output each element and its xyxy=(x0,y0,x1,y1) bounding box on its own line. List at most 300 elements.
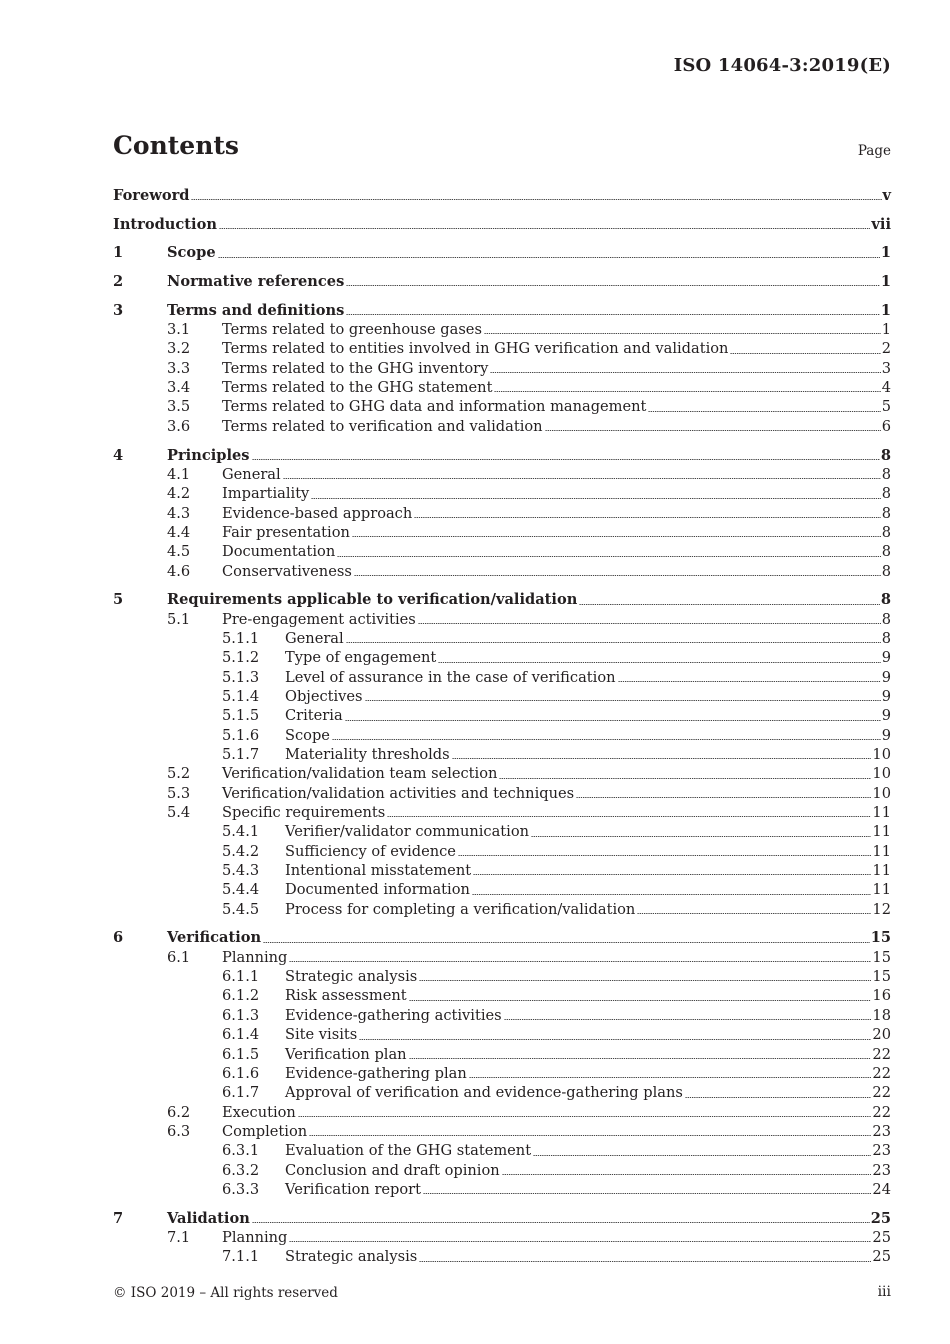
footer-page-number: iii xyxy=(877,1284,891,1300)
toc-entry-page[interactable]: 23 xyxy=(872,1122,891,1140)
toc-entry-title[interactable]: Scope xyxy=(167,244,216,262)
toc-entry-number: 4.6 xyxy=(167,562,191,580)
toc-entry-page[interactable]: 23 xyxy=(872,1161,891,1179)
toc-entry-line xyxy=(285,1247,891,1266)
toc-entry-number: 6.1.4 xyxy=(222,1026,260,1044)
toc-entry-page[interactable]: 25 xyxy=(870,1209,891,1227)
toc-entry-number: 3.3 xyxy=(167,359,191,377)
toc-entry-line xyxy=(222,320,891,339)
toc-entry-page[interactable]: 16 xyxy=(872,987,891,1005)
toc-entry-line xyxy=(222,610,891,629)
toc-entry-number: 4.5 xyxy=(167,543,191,561)
dot-leader xyxy=(579,604,880,605)
toc-entry-line xyxy=(222,465,891,484)
toc-entry-page[interactable]: 24 xyxy=(872,1180,891,1198)
toc-entry-page[interactable]: 25 xyxy=(872,1248,891,1266)
toc-entry-line xyxy=(222,397,891,416)
toc-entry-title[interactable]: Documented information xyxy=(285,881,470,899)
toc-entry-page[interactable]: 9 xyxy=(881,726,891,744)
toc-entry-title[interactable]: Planning xyxy=(222,948,288,966)
toc-entry-line xyxy=(222,339,891,358)
toc-entry-page[interactable]: 15 xyxy=(872,948,891,966)
toc-entry-number: 6.1 xyxy=(167,948,191,966)
toc-entry[interactable] xyxy=(113,465,891,484)
toc-entry-number: 3 xyxy=(113,301,124,319)
toc-entry[interactable] xyxy=(113,215,891,234)
dot-leader xyxy=(418,623,881,624)
toc-entry[interactable] xyxy=(113,706,891,725)
toc-entry-page[interactable]: 15 xyxy=(870,929,891,947)
toc-entry-number: 6 xyxy=(113,929,124,947)
toc-entry-page[interactable]: 23 xyxy=(872,1142,891,1160)
toc-entry-title[interactable]: Verification/validation team selection xyxy=(222,765,498,783)
dot-leader xyxy=(438,662,880,663)
toc-entry[interactable] xyxy=(113,417,891,436)
toc-entry[interactable] xyxy=(113,562,891,581)
toc-entry-number: 7.1 xyxy=(167,1228,191,1246)
toc-entry-title[interactable]: Introduction xyxy=(113,215,217,233)
toc-entry-title[interactable]: Documentation xyxy=(222,543,336,561)
toc-entry[interactable] xyxy=(113,1025,891,1044)
document-id: ISO 14064-3:2019(E) xyxy=(673,55,891,76)
toc-entry-line xyxy=(222,1122,891,1141)
toc-entry-line xyxy=(285,1045,891,1064)
toc-entry[interactable] xyxy=(113,803,891,822)
toc-entry-title[interactable]: Requirements applicable to verification/validation xyxy=(167,591,578,609)
toc-entry-title[interactable]: Site visits xyxy=(285,1026,358,1044)
dot-leader xyxy=(409,1000,872,1001)
toc-entry-page[interactable]: 1 xyxy=(880,273,891,291)
toc-entry-number: 5.4.5 xyxy=(222,900,260,918)
table-of-contents xyxy=(113,186,891,1267)
dot-leader xyxy=(504,1019,872,1020)
toc-entry-number: 6.3.3 xyxy=(222,1180,260,1198)
dot-leader xyxy=(473,874,871,875)
toc-entry[interactable] xyxy=(113,523,891,542)
toc-entry-page[interactable]: 8 xyxy=(881,523,891,541)
toc-entry-line xyxy=(285,861,891,880)
toc-entry-number: 4.2 xyxy=(167,485,191,503)
toc-entry-line xyxy=(222,542,891,561)
toc-entry-line xyxy=(285,1180,891,1199)
toc-entry-number: 6.1.1 xyxy=(222,968,260,986)
toc-entry[interactable] xyxy=(113,542,891,561)
dot-leader xyxy=(576,797,871,798)
toc-entry-page[interactable]: 9 xyxy=(881,707,891,725)
toc-entry-line xyxy=(285,1161,891,1180)
toc-entry[interactable] xyxy=(113,1083,891,1102)
dot-leader xyxy=(452,758,872,759)
toc-entry-line xyxy=(222,803,891,822)
toc-entry-line xyxy=(167,928,891,947)
toc-entry-title[interactable]: Execution xyxy=(222,1103,296,1121)
toc-entry[interactable] xyxy=(113,1006,891,1025)
toc-entry-number: 4.4 xyxy=(167,523,191,541)
dot-leader xyxy=(419,980,871,981)
toc-entry-title[interactable]: Process for completing a verification/validation xyxy=(285,900,636,918)
toc-entry-page[interactable]: 22 xyxy=(872,1103,891,1121)
toc-entry-number: 2 xyxy=(113,273,124,291)
toc-entry[interactable] xyxy=(113,1045,891,1064)
toc-entry-page[interactable]: 18 xyxy=(872,1006,891,1024)
toc-entry-line xyxy=(285,1064,891,1083)
toc-entry-page[interactable]: 8 xyxy=(881,562,891,580)
dot-leader xyxy=(458,855,871,856)
toc-entry-title[interactable]: Evidence-gathering activities xyxy=(285,1006,502,1024)
toc-entry-number: 5.1.2 xyxy=(222,649,260,667)
toc-entry-number: 5.4 xyxy=(167,804,191,822)
footer-copyright: © ISO 2019 – All rights reserved xyxy=(113,1285,338,1301)
toc-entry-page[interactable]: 22 xyxy=(872,1045,891,1063)
toc-entry-number: 6.3 xyxy=(167,1122,191,1140)
toc-entry-number: 3.4 xyxy=(167,379,191,397)
dot-leader xyxy=(218,257,880,258)
toc-entry-title[interactable]: Terms related to the GHG statement xyxy=(222,379,493,397)
toc-entry-page[interactable]: 9 xyxy=(881,649,891,667)
toc-entry-line xyxy=(222,484,891,503)
toc-entry[interactable] xyxy=(113,484,891,503)
toc-entry-page[interactable]: 3 xyxy=(881,359,891,377)
toc-entry-title[interactable]: Completion xyxy=(222,1122,308,1140)
dot-leader xyxy=(469,1077,872,1078)
toc-entry-title[interactable]: Specific requirements xyxy=(222,804,386,822)
toc-entry-number: 5.1.3 xyxy=(222,668,260,686)
toc-entry-line xyxy=(222,948,891,967)
toc-entry-line xyxy=(222,562,891,581)
toc-entry-page[interactable]: 22 xyxy=(872,1064,891,1082)
toc-entry-line xyxy=(285,900,891,919)
toc-entry-title[interactable]: Verification plan xyxy=(285,1045,407,1063)
toc-entry-line xyxy=(113,186,891,205)
toc-entry[interactable] xyxy=(113,1180,891,1199)
toc-entry-line xyxy=(222,504,891,523)
toc-entry-line xyxy=(285,687,891,706)
toc-entry-title[interactable]: Principles xyxy=(167,446,250,464)
toc-entry-page[interactable]: 1 xyxy=(881,321,891,339)
dot-leader xyxy=(533,1155,871,1156)
toc-entry-number: 5.4.1 xyxy=(222,823,260,841)
toc-entry-page[interactable]: 8 xyxy=(881,629,891,647)
dot-leader xyxy=(263,942,870,943)
toc-entry-number: 5.1 xyxy=(167,610,191,628)
dot-leader xyxy=(414,517,880,518)
toc-entry-number: 6.1.2 xyxy=(222,987,260,1005)
toc-entry-title[interactable]: Verification report xyxy=(285,1180,422,1198)
toc-entry[interactable] xyxy=(113,320,891,339)
toc-entry-title[interactable]: Pre-engagement activities xyxy=(222,610,416,628)
toc-entry-line xyxy=(285,880,891,899)
toc-entry-title[interactable]: Terms and definitions xyxy=(167,301,345,319)
toc-entry[interactable] xyxy=(113,880,891,899)
toc-entry-page[interactable]: 8 xyxy=(881,485,891,503)
toc-entry-line xyxy=(285,967,891,986)
toc-entry-line xyxy=(285,745,891,764)
toc-entry-page[interactable]: 15 xyxy=(872,968,891,986)
toc-entry-number: 5.1.5 xyxy=(222,707,260,725)
dot-leader xyxy=(637,913,871,914)
dot-leader xyxy=(191,199,881,200)
toc-entry[interactable] xyxy=(113,186,891,205)
toc-entry-page[interactable]: 2 xyxy=(881,340,891,358)
toc-entry-title[interactable]: Fair presentation xyxy=(222,523,350,541)
toc-entry-number: 4.3 xyxy=(167,504,191,522)
toc-entry-line xyxy=(222,417,891,436)
toc-entry-title[interactable]: Terms related to GHG data and information management xyxy=(222,398,647,416)
toc-entry[interactable] xyxy=(113,784,891,803)
toc-entry-number: 5.1.6 xyxy=(222,726,260,744)
toc-entry[interactable] xyxy=(113,764,891,783)
toc-entry-number: 6.3.2 xyxy=(222,1161,260,1179)
toc-entry[interactable] xyxy=(113,822,891,841)
dot-leader xyxy=(387,816,871,817)
toc-entry[interactable] xyxy=(113,301,891,320)
toc-entry[interactable] xyxy=(113,986,891,1005)
toc-entry-page[interactable]: 11 xyxy=(872,862,891,880)
toc-entry[interactable] xyxy=(113,339,891,358)
toc-entry-line xyxy=(285,1141,891,1160)
toc-entry-page[interactable]: 11 xyxy=(872,804,891,822)
toc-entry-line xyxy=(285,726,891,745)
toc-entry-line xyxy=(285,668,891,687)
toc-entry-page[interactable]: 4 xyxy=(881,379,891,397)
toc-entry[interactable] xyxy=(113,1247,891,1266)
toc-entry-title[interactable]: Evidence-based approach xyxy=(222,504,413,522)
toc-entry-line xyxy=(167,1209,891,1228)
dot-leader xyxy=(352,536,881,537)
dot-leader xyxy=(618,681,881,682)
toc-entry-title[interactable]: Evaluation of the GHG statement xyxy=(285,1142,532,1160)
toc-entry-page[interactable]: 22 xyxy=(872,1084,891,1102)
toc-entry-page[interactable]: 11 xyxy=(872,842,891,860)
toc-entry-title[interactable]: Impartiality xyxy=(222,485,310,503)
toc-entry-number: 6.1.6 xyxy=(222,1064,260,1082)
toc-entry-number: 3.2 xyxy=(167,340,191,358)
toc-entry-number: 6.2 xyxy=(167,1103,191,1121)
toc-entry-page[interactable]: 8 xyxy=(881,543,891,561)
toc-entry-title[interactable]: Conclusion and draft opinion xyxy=(285,1161,500,1179)
toc-entry-line xyxy=(167,243,891,262)
toc-entry[interactable] xyxy=(113,948,891,967)
toc-entry[interactable] xyxy=(113,397,891,416)
toc-entry-line xyxy=(222,764,891,783)
toc-entry-title[interactable]: Validation xyxy=(167,1209,250,1227)
dot-leader xyxy=(472,894,872,895)
toc-entry[interactable] xyxy=(113,842,891,861)
toc-entry[interactable] xyxy=(113,967,891,986)
toc-entry-line xyxy=(167,272,891,291)
toc-entry-title[interactable]: Conservativeness xyxy=(222,562,352,580)
toc-entry-page[interactable]: 10 xyxy=(872,746,891,763)
toc-entry[interactable] xyxy=(113,629,891,648)
toc-entry[interactable] xyxy=(113,446,891,465)
toc-entry-title[interactable]: General xyxy=(222,465,281,483)
toc-entry-line xyxy=(285,706,891,725)
toc-entry[interactable] xyxy=(113,928,891,947)
toc-entry-title[interactable]: General xyxy=(285,629,344,647)
toc-entry-line xyxy=(222,1103,891,1122)
toc-entry[interactable] xyxy=(113,1122,891,1141)
toc-entry[interactable] xyxy=(113,726,891,745)
toc-entry[interactable] xyxy=(113,648,891,667)
toc-entry-line xyxy=(285,822,891,841)
toc-entry[interactable] xyxy=(113,745,891,764)
toc-entry-line xyxy=(167,446,891,465)
toc-entry-page[interactable]: 25 xyxy=(872,1228,891,1246)
toc-entry-title[interactable]: Objectives xyxy=(285,687,363,705)
toc-entry-number: 1 xyxy=(113,244,124,262)
toc-entry[interactable] xyxy=(113,590,891,609)
toc-entry-title[interactable]: Materiality thresholds xyxy=(285,746,450,763)
toc-entry-line xyxy=(222,378,891,397)
toc-entry-number: 5.2 xyxy=(167,765,191,783)
toc-entry-number: 4.1 xyxy=(167,465,191,483)
toc-entry-number: 3.1 xyxy=(167,321,191,339)
toc-entry-title[interactable]: Terms related to greenhouse gases xyxy=(222,321,482,339)
toc-entry-line xyxy=(113,215,891,234)
toc-entry[interactable] xyxy=(113,861,891,880)
toc-entry-number: 5.1.7 xyxy=(222,746,260,763)
dot-leader xyxy=(309,1135,871,1136)
dot-leader xyxy=(531,836,871,837)
dot-leader xyxy=(730,353,880,354)
toc-entry-page[interactable]: 12 xyxy=(872,900,891,918)
toc-entry-number: 7.1.1 xyxy=(222,1248,260,1266)
toc-entry-title[interactable]: Approval of verification and evidence-gathering plans xyxy=(285,1084,683,1102)
dot-leader xyxy=(311,498,880,499)
toc-entry-title[interactable]: Scope xyxy=(285,726,330,744)
page-column-label: Page xyxy=(857,143,891,159)
dot-leader xyxy=(545,430,881,431)
dot-leader xyxy=(419,1261,871,1262)
toc-entry[interactable] xyxy=(113,1209,891,1228)
toc-entry-title[interactable]: Verifier/validator communication xyxy=(285,823,530,841)
dot-leader xyxy=(345,720,881,721)
toc-entry-number: 5 xyxy=(113,591,124,609)
toc-entry[interactable] xyxy=(113,687,891,706)
dot-leader xyxy=(346,285,880,286)
toc-entry-page[interactable]: 8 xyxy=(880,591,891,609)
toc-entry[interactable] xyxy=(113,1161,891,1180)
toc-entry-number: 6.3.1 xyxy=(222,1142,260,1160)
toc-entry-title[interactable]: Sufficiency of evidence xyxy=(285,842,456,860)
toc-entry-line xyxy=(285,629,891,648)
toc-entry[interactable] xyxy=(113,243,891,262)
toc-entry[interactable] xyxy=(113,668,891,687)
dot-leader xyxy=(359,1039,871,1040)
toc-entry-title[interactable]: Type of engagement xyxy=(285,649,437,667)
dot-leader xyxy=(502,1174,872,1175)
toc-entry[interactable] xyxy=(113,504,891,523)
toc-entry[interactable] xyxy=(113,900,891,919)
dot-leader xyxy=(289,1241,871,1242)
dot-leader xyxy=(346,314,879,315)
toc-entry-number: 5.3 xyxy=(167,784,191,802)
toc-entry-title[interactable]: Normative references xyxy=(167,273,345,291)
toc-entry[interactable] xyxy=(113,610,891,629)
toc-entry[interactable] xyxy=(113,1064,891,1083)
toc-entry-title[interactable]: Terms related to verification and validation xyxy=(222,417,543,435)
toc-entry-page[interactable]: v xyxy=(882,187,891,204)
toc-entry-page[interactable]: 8 xyxy=(881,504,891,522)
dot-leader xyxy=(685,1097,872,1098)
toc-entry-line xyxy=(285,986,891,1005)
toc-entry-number: 5.1.1 xyxy=(222,629,260,647)
toc-entry-page[interactable]: 11 xyxy=(872,881,891,899)
dot-leader xyxy=(252,1222,870,1223)
toc-entry-line xyxy=(222,523,891,542)
toc-entry-number: 3.5 xyxy=(167,398,191,416)
toc-entry-number: 5.4.3 xyxy=(222,862,260,880)
dot-leader xyxy=(409,1058,872,1059)
toc-entry-page[interactable]: 10 xyxy=(872,765,891,783)
toc-entry-page[interactable]: 5 xyxy=(881,398,891,416)
toc-entry-title[interactable]: Planning xyxy=(222,1228,288,1246)
toc-entry-page[interactable]: 8 xyxy=(881,610,891,628)
toc-entry-page[interactable]: 9 xyxy=(881,687,891,705)
dot-leader xyxy=(219,228,870,229)
dot-leader xyxy=(499,778,871,779)
toc-entry-page[interactable]: 9 xyxy=(881,668,891,686)
toc-entry-number: 6.1.3 xyxy=(222,1006,260,1024)
toc-entry-title[interactable]: Risk assessment xyxy=(285,987,407,1005)
toc-entry-title[interactable]: Strategic analysis xyxy=(285,1248,418,1266)
toc-entry-title[interactable]: Evidence-gathering plan xyxy=(285,1064,467,1082)
toc-entry-page[interactable]: 11 xyxy=(872,823,891,841)
toc-entry-page[interactable]: 1 xyxy=(880,301,891,319)
toc-entry-title[interactable]: Verification/validation activities and techniques xyxy=(222,784,575,802)
toc-entry-line xyxy=(285,1006,891,1025)
toc-entry-page[interactable]: 6 xyxy=(881,417,891,435)
toc-entry-page[interactable]: vii xyxy=(871,215,891,233)
toc-entry[interactable] xyxy=(113,359,891,378)
toc-entry-title[interactable]: Criteria xyxy=(285,707,343,725)
toc-entry-title[interactable]: Terms related to entities involved in GHG verification and validation xyxy=(222,340,729,358)
toc-entry-title[interactable]: Strategic analysis xyxy=(285,968,418,986)
toc-entry-number: 6.1.7 xyxy=(222,1084,260,1102)
toc-entry-title[interactable]: Intentional misstatement xyxy=(285,862,472,880)
toc-entry-line xyxy=(167,301,891,320)
dot-leader xyxy=(337,556,880,557)
toc-entry[interactable] xyxy=(113,272,891,291)
dot-leader xyxy=(346,642,881,643)
toc-entry-title[interactable]: Level of assurance in the case of verification xyxy=(285,668,616,686)
page-title: Contents xyxy=(113,131,240,160)
toc-entry-line xyxy=(285,648,891,667)
toc-entry[interactable] xyxy=(113,1103,891,1122)
toc-entry-page[interactable]: 1 xyxy=(880,244,891,262)
dot-leader xyxy=(423,1193,871,1194)
toc-entry-page[interactable]: 8 xyxy=(880,446,891,464)
toc-entry-number: 4 xyxy=(113,446,124,464)
toc-entry-page[interactable]: 20 xyxy=(872,1026,891,1044)
dot-leader xyxy=(298,1116,872,1117)
toc-entry-page[interactable]: 10 xyxy=(872,784,891,802)
toc-entry-title[interactable]: Verification xyxy=(167,929,262,947)
toc-entry[interactable] xyxy=(113,378,891,397)
toc-entry-number: 5.4.4 xyxy=(222,881,260,899)
toc-entry-number: 5.4.2 xyxy=(222,842,260,860)
toc-entry[interactable] xyxy=(113,1141,891,1160)
dot-leader xyxy=(283,478,881,479)
toc-entry-page[interactable]: 8 xyxy=(881,465,891,483)
toc-entry-title[interactable]: Foreword xyxy=(113,187,190,204)
dot-leader xyxy=(484,333,881,334)
toc-entry-title[interactable]: Terms related to the GHG inventory xyxy=(222,359,489,377)
dot-leader xyxy=(252,459,880,460)
dot-leader xyxy=(365,700,881,701)
dot-leader xyxy=(289,961,871,962)
toc-entry[interactable] xyxy=(113,1228,891,1247)
